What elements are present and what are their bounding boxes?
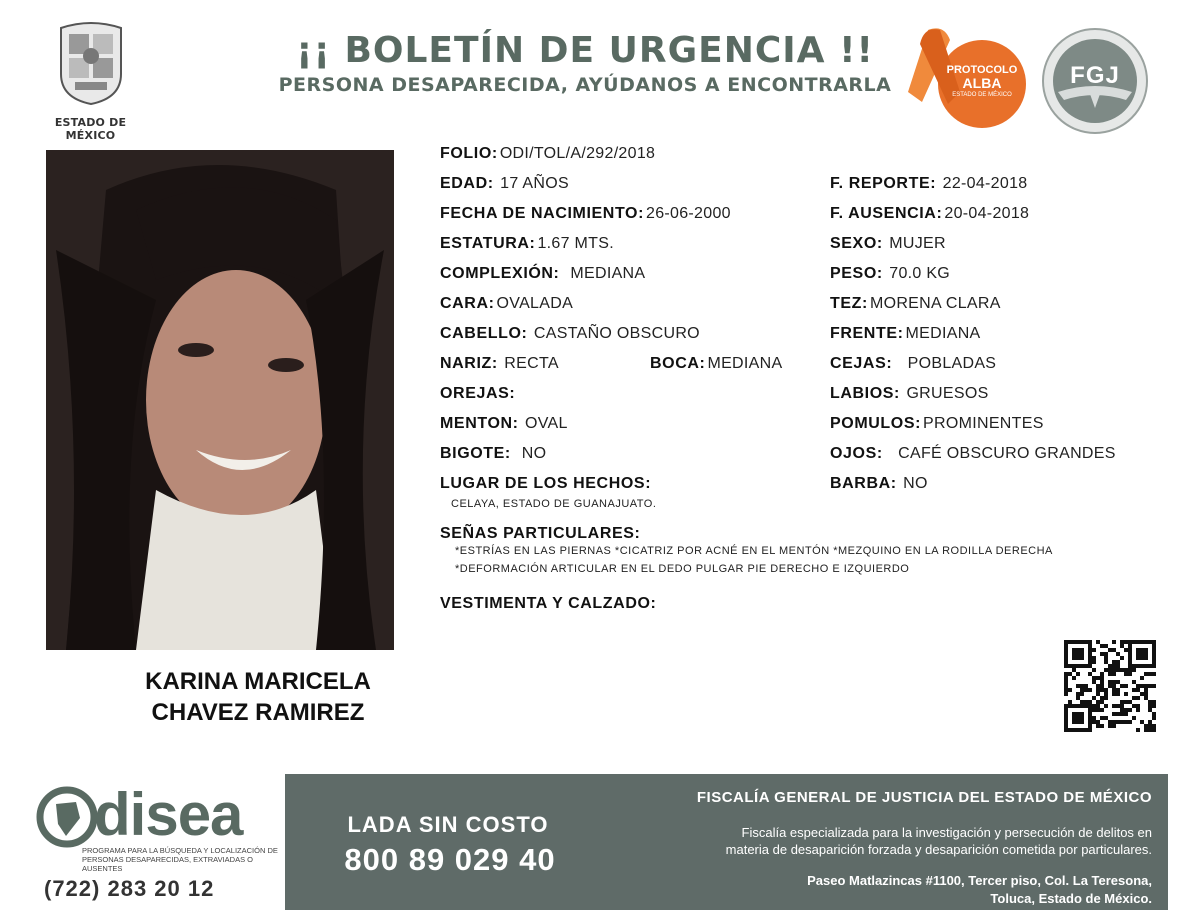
fgj-label: FGJ <box>1070 62 1120 89</box>
field-value: PROMINENTES <box>923 415 1044 432</box>
field-peso <box>830 265 950 283</box>
field-vestimenta <box>440 595 658 613</box>
senas-line-2: *DEFORMACIÓN ARTICULAR EN EL DEDO PULGAR PIE DERECHO E IZQUIERDO <box>455 563 910 575</box>
missing-person-name <box>46 666 470 728</box>
estado-de-mexico-logo <box>28 18 153 142</box>
odisea-logo <box>32 781 282 910</box>
field-value: MEDIANA <box>570 265 646 282</box>
field-sexo <box>830 235 946 253</box>
field-value: OVALADA <box>496 295 574 312</box>
field-label: CEJAS: <box>830 355 893 372</box>
field-label: VESTIMENTA Y CALZADO: <box>440 595 657 612</box>
field-pomulos <box>830 415 1044 433</box>
field-nariz <box>440 355 559 373</box>
fiscalia-description <box>600 824 1152 858</box>
senas-line-1: *ESTRÍAS EN LAS PIERNAS *CICATRIZ POR ACNÉ EN EL MENTÓN *MEZQUINO EN LA RODILLA DERECHA <box>455 545 1053 557</box>
estado-de-mexico-label: ESTADO DE MÉXICO <box>54 116 127 142</box>
field-label: EDAD: <box>440 175 494 192</box>
fiscalia-address <box>600 872 1152 908</box>
address-line-2: Toluca, Estado de México. <box>990 891 1152 906</box>
field-tez <box>830 295 1001 313</box>
field-label: POMULOS: <box>830 415 922 432</box>
field-edad <box>440 175 569 193</box>
field-label: BOCA: <box>650 355 706 372</box>
field-label: FOLIO: <box>440 145 498 162</box>
field-label: COMPLEXIÓN: <box>440 265 560 282</box>
field-estatura <box>440 235 614 253</box>
odisea-wordmark: disea <box>94 781 243 848</box>
field-value: GRUESOS <box>906 385 989 402</box>
field-folio <box>440 145 655 163</box>
field-label: F. AUSENCIA: <box>830 205 943 222</box>
field-value: 20-04-2018 <box>944 205 1030 222</box>
odisea-description: PROGRAMA PARA LA BÚSQUEDA Y LOCALIZACIÓN DE PERSONAS DESAPARECIDAS, EXTRAVIADAS O AUSENTES <box>82 846 278 873</box>
field-value: 17 AÑOS <box>500 175 569 192</box>
fiscalia-desc-line-2: materia de desaparición forzada y desaparición cometida por particulares. <box>725 842 1152 857</box>
field-orejas <box>440 385 517 403</box>
field-value: MUJER <box>889 235 946 252</box>
fiscalia-desc-line-1: Fiscalía especializada para la investigación y persecución de delitos en <box>741 825 1152 840</box>
fiscalia-title: FISCALÍA GENERAL DE JUSTICIA DEL ESTADO DE MÉXICO <box>696 789 1152 806</box>
field-label: OJOS: <box>830 445 883 462</box>
field-label: LABIOS: <box>830 385 900 402</box>
odisea-phone[interactable]: (722) 283 20 12 <box>44 876 215 901</box>
field-label: NARIZ: <box>440 355 498 372</box>
coat-of-arms-icon <box>55 18 127 106</box>
name-line-2: CHAVEZ RAMIREZ <box>151 699 365 726</box>
field-label: MENTON: <box>440 415 519 432</box>
field-f-ausencia <box>830 205 1029 223</box>
field-label: BIGOTE: <box>440 445 511 462</box>
field-label: SEXO: <box>830 235 883 252</box>
name-line-1: KARINA MARICELA <box>145 668 371 695</box>
field-value: 26-06-2000 <box>646 205 731 222</box>
field-label: BARBA: <box>830 475 897 492</box>
field-f-reporte <box>830 175 1027 193</box>
alba-line2: ALBA <box>962 75 1002 91</box>
field-frente <box>830 325 981 343</box>
field-label: F. REPORTE: <box>830 175 937 192</box>
field-labios <box>830 385 989 403</box>
alba-line1: PROTOCOLO <box>946 64 1018 76</box>
toll-free-number[interactable]: 800 89 029 40 <box>344 842 556 877</box>
field-value: ODI/TOL/A/292/2018 <box>499 145 656 162</box>
field-value: 1.67 MTS. <box>537 235 614 252</box>
lada-sin-costo-label: LADA SIN COSTO <box>347 812 549 837</box>
field-fecha-nacimiento <box>440 205 731 223</box>
field-ojos <box>830 445 1116 463</box>
field-lugar-label: LUGAR DE LOS HECHOS: <box>440 475 652 492</box>
field-value: NO <box>521 445 547 462</box>
field-value: MEDIANA <box>707 355 783 372</box>
odisea-location-icon <box>36 786 98 852</box>
field-cejas <box>830 355 996 373</box>
field-value: 70.0 KG <box>889 265 951 282</box>
field-label: OREJAS: <box>440 385 516 402</box>
field-label: ESTATURA: <box>440 235 536 252</box>
fgj-logo <box>1040 26 1150 136</box>
field-value: MEDIANA <box>905 325 981 342</box>
field-value: CAFÉ OBSCURO GRANDES <box>898 445 1116 462</box>
field-barba <box>830 475 928 493</box>
qr-code-icon[interactable] <box>1064 640 1156 732</box>
field-value: RECTA <box>504 355 559 372</box>
protocolo-alba-logo <box>900 22 1030 132</box>
address-line-1: Paseo Matlazincas #1100, Tercer piso, Col. La Teresona, <box>807 873 1152 888</box>
field-label: TEZ: <box>830 295 868 312</box>
field-label: FECHA DE NACIMIENTO: <box>440 205 644 222</box>
field-value: 22-04-2018 <box>942 175 1028 192</box>
field-menton <box>440 415 568 433</box>
field-senas-label: SEÑAS PARTICULARES: <box>440 525 641 542</box>
field-boca <box>650 355 782 373</box>
alba-line3: ESTADO DE MÉXICO <box>952 92 1012 98</box>
field-label: FRENTE: <box>830 325 904 342</box>
field-value: MORENA CLARA <box>869 295 1001 312</box>
field-label: CABELLO: <box>440 325 528 342</box>
bulletin-title: ¡¡ BOLETÍN DE URGENCIA !! <box>296 30 874 71</box>
field-label: CARA: <box>440 295 495 312</box>
field-cara <box>440 295 573 313</box>
bulletin-subtitle: PERSONA DESAPARECIDA, AYÚDANOS A ENCONTRARLA <box>278 74 892 96</box>
field-cabello <box>440 325 700 343</box>
field-complexion <box>440 265 645 283</box>
field-value: NO <box>903 475 928 492</box>
field-label: PESO: <box>830 265 883 282</box>
field-value: POBLADAS <box>907 355 997 372</box>
field-value: OVAL <box>525 415 568 432</box>
field-bigote <box>440 445 546 463</box>
field-lugar-value: CELAYA, ESTADO DE GUANAJUATO. <box>451 498 657 510</box>
missing-person-photo <box>46 150 394 650</box>
field-value: CASTAÑO OBSCURO <box>533 325 700 342</box>
